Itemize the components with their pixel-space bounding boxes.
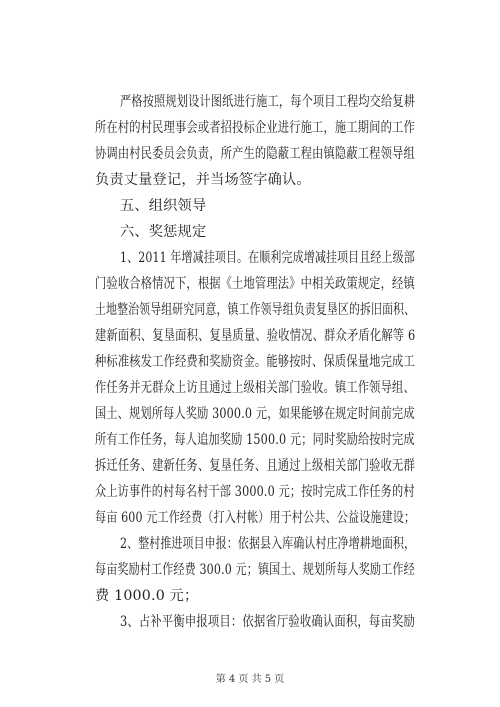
text-line: 种标准核发工作经费和奖励资金。能够按时、保质保量地完成工 [95,354,415,370]
text-line: 每亩奖励村工作经费 300.0 元；镇国土、规划所每人奖励工作经 [95,562,415,578]
text-line: 负责丈量登记，并当场签字确认。 [95,172,311,188]
text-line: 所在村的村民理事会或者招投标企业进行施工，施工期间的工作 [95,120,415,136]
text-line: 所有工作任务，每人追加奖励 1500.0 元；同时奖励给按时完成 [95,432,415,448]
section-heading: 五、组织领导 [120,198,207,214]
text-line: 1、2011 年增减挂项目。在顺利完成增减挂项目且经上级部 [120,250,415,266]
text-line: 每亩 600 元工作经费（打入村帐）用于村公共、公益设施建设； [95,510,416,526]
text-line: 土地整治领导组研究同意，镇工作领导组负责复垦区的拆旧面积、 [95,302,416,318]
page-footer: 第 4 页 共 5 页 [215,674,285,685]
text-line: 国土、规划所每人奖励 3000.0 元，如果能够在规定时间前完成 [95,406,415,422]
text-line: 门验收合格情况下，根据《土地管理法》中相关政策规定，经镇 [95,276,415,292]
text-line: 众上访事件的村每名村干部 3000.0 元；按时完成工作任务的村 [95,484,415,500]
text-line: 2、整村推进项目申报：依据县入库确认村庄净增耕地面积， [120,536,416,552]
text-line: 3、占补平衡申报项目：依据省厅验收确认面积，每亩奖励 [120,614,415,630]
text-line: 拆迁任务、建新任务、复垦任务、且通过上级相关部门验收无群 [95,458,415,474]
section-heading: 六、奖惩规定 [120,224,207,240]
text-line: 费 1000.0 元； [95,588,199,604]
text-line: 严格按照规划设计图纸进行施工，每个项目工程均交给复耕 [120,94,416,110]
text-line: 协调由村民委员会负责，所产生的隐蔽工程由镇隐蔽工程领导组 [95,146,415,162]
text-line: 建新面积、复垦面积、复垦质量、验收情况、群众矛盾化解等 6 [95,328,416,344]
text-line: 作任务并无群众上访且通过上级相关部门验收。镇工作领导组、 [95,380,415,396]
